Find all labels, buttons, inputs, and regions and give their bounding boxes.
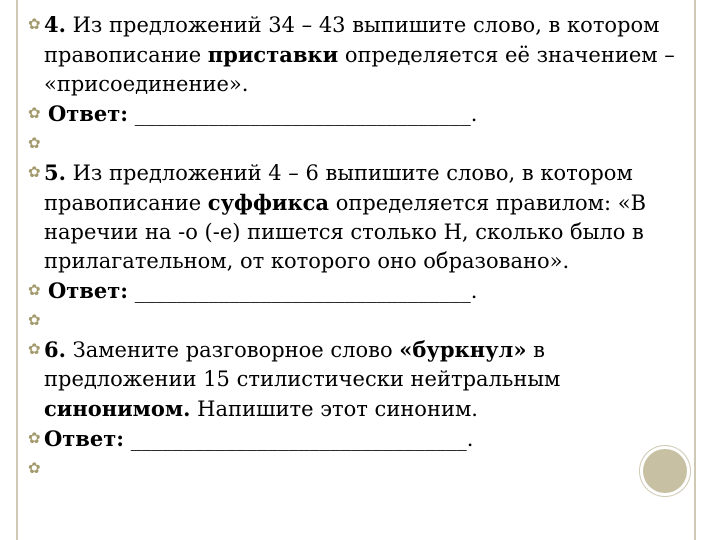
question-keyword: приставки (207, 42, 339, 67)
answer-line: ________________________________. (128, 102, 478, 126)
question-text: Замените разговорное слово (65, 338, 400, 362)
question-text: определяется её значением – «присоединение». (44, 43, 675, 96)
flower-bullet-icon: ✿ (28, 459, 41, 477)
left-frame-line (16, 0, 18, 540)
flower-bullet-icon: ✿ (28, 104, 41, 122)
answer-line: ________________________________. (124, 427, 474, 451)
flower-bullet-icon: ✿ (28, 281, 41, 299)
question-keyword: синонимом. (44, 396, 191, 421)
flower-bullet-icon: ✿ (28, 429, 41, 447)
question-text: в предложении 15 стилистически нейтральным (44, 338, 561, 391)
empty-bullet (28, 306, 696, 335)
question-number: 5. (44, 160, 66, 185)
question-4 (28, 10, 696, 99)
answer-label: Ответ: (48, 101, 129, 126)
answer-label: Ответ: (44, 426, 125, 451)
slide-content (28, 10, 696, 483)
answer-6 (28, 424, 696, 454)
question-6 (28, 335, 696, 424)
question-text: Из предложений 4 – 6 выпишите слово, в котором правописание (44, 161, 633, 215)
question-text: определяется правилом: «В наречии на -о (-е) пишется столько Н, сколько было в прилагательном, от которого оно образовано». (44, 191, 647, 273)
question-text: Из предложений 34 – 43 выпишите слово, в котором правописание (44, 13, 660, 67)
flower-bullet-icon: ✿ (28, 311, 41, 329)
question-5 (28, 158, 696, 276)
empty-bullet (28, 454, 696, 483)
question-number: 6. (44, 337, 66, 362)
answer-line: ________________________________. (128, 279, 478, 303)
flower-bullet-icon: ✿ (28, 163, 41, 181)
question-keyword: «буркнул» (399, 337, 527, 362)
decorative-circle (643, 449, 687, 493)
flower-bullet-icon: ✿ (28, 15, 41, 33)
question-number: 4. (44, 12, 66, 37)
answer-label: Ответ: (48, 278, 129, 303)
flower-bullet-icon: ✿ (28, 134, 41, 152)
answer-4 (28, 99, 696, 129)
empty-bullet (28, 129, 696, 158)
flower-bullet-icon: ✿ (28, 340, 41, 358)
answer-5 (28, 276, 696, 306)
question-keyword: суффикса (207, 190, 330, 215)
question-text: Напишите этот синоним. (190, 397, 478, 421)
